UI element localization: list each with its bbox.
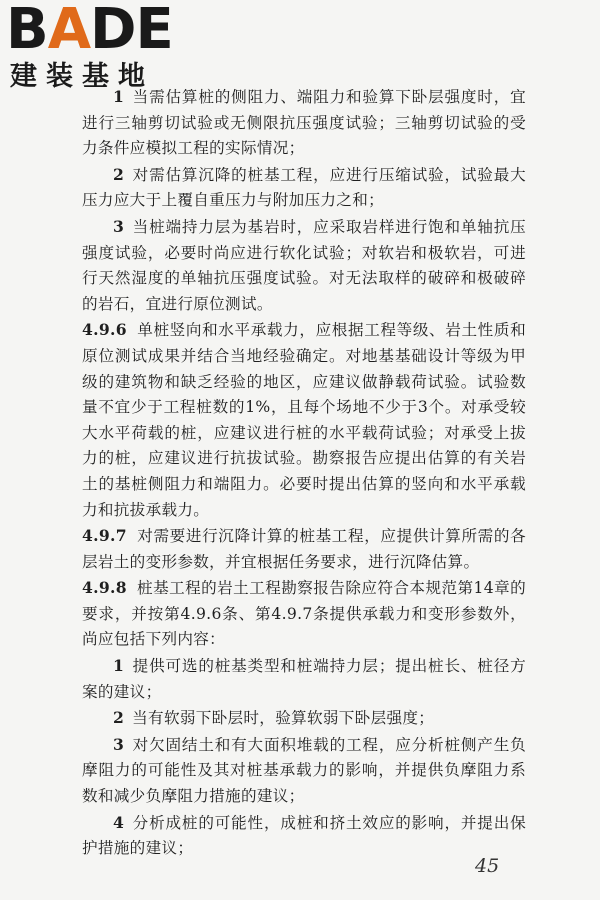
clause-4-9-7: 4.9.7 对需要进行沉降计算的桩基工程，应提供计算所需的各层岩土的变形参数，并宜根据任务要求，进行沉降估算。 (82, 526, 526, 571)
logo-subtitle: 建装基地 (10, 61, 154, 92)
logo-wordmark: BADE (6, 0, 173, 62)
list-item: 3 对欠固结土和有大面积堆载的工程，应分析桩侧产生负摩阻力的可能性及其对桩基承载力的影响，并提供负摩阻力系数和减少负摩阻力措施的建议； (82, 734, 526, 806)
document-body (82, 84, 526, 862)
clause-4-9-6: 4.9.6 单桩竖向和水平承载力，应根据工程等级、岩土性质和原位测试成果并结合当地经验确定。对地基基础设计等级为甲级的建筑物和缺乏经验的地区，应建议做静载荷试验。试验数量不宜少于工程桩数的1%，且每个场地不少于3个。对承受较大水平荷载的桩，应建议进行桩的水平载荷试验；对承受上拔力的桩，应建议进行抗拔试验。勘察报告应提出估算的有关岩土的基桩侧阻力和端阻力。必要时提出估算的竖向和水平承载力和抗拔承载力。 (82, 320, 526, 519)
page-number: 45 (475, 855, 500, 877)
list-item: 1 当需估算桩的侧阻力、端阻力和验算下卧层强度时，宜进行三轴剪切试验或无侧限抗压强度试验；三轴剪切试验的受力条件应模拟工程的实际情况； (82, 87, 526, 158)
clause-4-9-8: 4.9.8 桩基工程的岩土工程勘察报告除应符合本规范第14章的要求，并按第4.9.6条、第4.9.7条提供承载力和变形参数外，尚应包括下列内容： (82, 578, 526, 649)
list-item: 2 当有软弱下卧层时，验算软弱下卧层强度； (113, 708, 435, 728)
list-item: 1 提供可选的桩基类型和桩端持力层；提出桩长、桩径方案的建议； (82, 656, 526, 701)
list-item: 4 分析成桩的可能性，成桩和挤土效应的影响，并提出保护措施的建议； (82, 812, 526, 858)
list-item: 2 对需估算沉降的桩基工程，应进行压缩试验，试验最大压力应大于上覆自重压力与附加压力之和； (82, 164, 526, 210)
list-item: 3 当桩端持力层为基岩时，应采取岩样进行饱和单轴抗压强度试验，必要时尚应进行软化试验；对软岩和极软岩，可进行天然湿度的单轴抗压强度试验。对无法取样的破碎和极破碎的岩石，宜进行原位测试。 (82, 216, 526, 313)
